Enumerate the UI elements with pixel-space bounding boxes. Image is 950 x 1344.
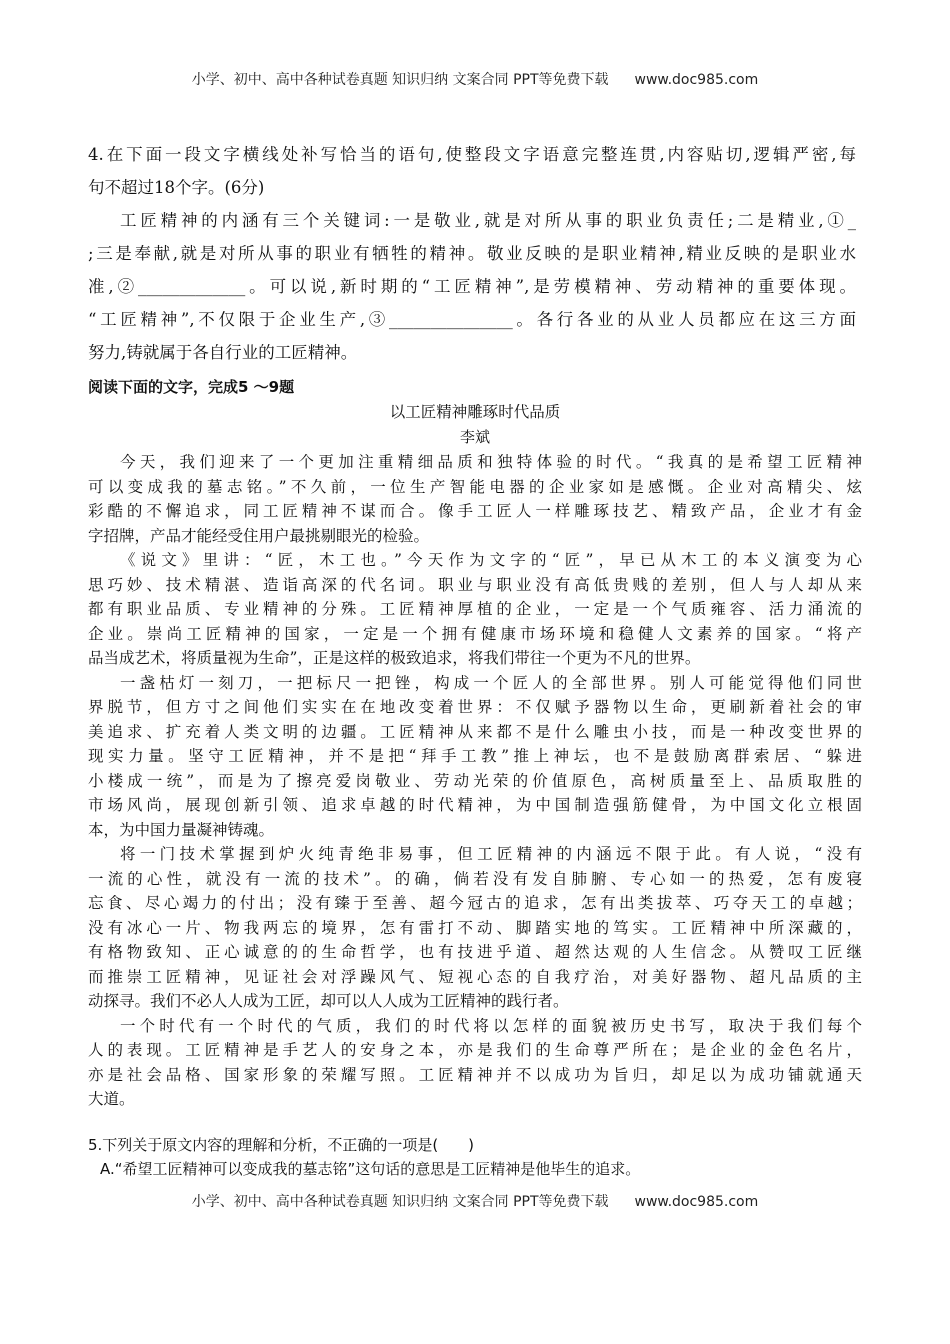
text-line: 本，为中国力量凝神铸魂。 <box>88 820 275 839</box>
text-line: 一盏枯灯一刻刀，一把标尺一把锉，构成一个匠人的全部世界。别人可能觉得他们同世 <box>120 673 862 692</box>
text-line: 有格物致知、正心诚意的的生命哲学，也有技进乎道、超然达观的人生信念。从赞叹工匠继 <box>88 943 862 961</box>
text-line: 现实力量。坚守工匠精神，并不是把“拜手工教”推上神坛，也不是鼓励离群索居、“躲进 <box>88 747 862 765</box>
text-line: ;三是奉献,就是对所从事的职业有牺牲的精神。敬业反映的是职业精神,精业反映的是职业水 <box>88 244 856 263</box>
text-line: 句不超过18个字。(6分) <box>88 178 265 197</box>
text-line: 界脱节，但方寸之间他们实实在在地改变着世界：不仅赋予器物以生命，更刷新着社会的审 <box>88 698 862 716</box>
text-line: 忘食、尽心竭力的付出；没有臻于至善、超今冠古的追求，怎有出类拔萃、巧夺天工的卓越； <box>88 894 862 912</box>
reading-instructions: 阅读下面的文字，完成5 ～9题 <box>88 378 295 396</box>
text-line: 一流的心性，就没有一流的技术”。的确，倘若没有发自肺腑、专心如一的热爱，怎有废寝 <box>88 869 862 888</box>
text-line: 美追求、扩充着人类文明的边疆。工匠精神从来都不是什么雕虫小技，而是一种改变世界的 <box>88 722 862 741</box>
text-line: 今天，我们迎来了一个更加注重精细品质和独特体验的时代。“我真的是希望工匠精神 <box>120 453 862 471</box>
text-line: 市场风尚，展现创新引领、追求卓越的时代精神，为中国制造强筋健骨，为中国文化立根固 <box>88 796 862 814</box>
footer-text: 小学、初中、高中各种试卷真题 知识归纳 文案合同 PPT等免费下载 <box>191 1194 609 1210</box>
question-5-stem: 5.下列关于原文内容的理解和分析，不正确的一项是( ) <box>88 1136 475 1154</box>
text-line: 品当成艺术，将质量视为生命”，正是这样的极致追求，将我们带往一个更为不凡的世界。 <box>88 649 701 667</box>
text-line: 字招牌，产品才能经受住用户最挑剔眼光的检验。 <box>88 526 430 545</box>
text-line: 亦是社会品格、国家形象的荣耀写照。工匠精神并不以成功为旨归，却足以为成功铺就通天 <box>88 1065 862 1084</box>
text-line: 而推崇工匠精神，见证社会对浮躁风气、短视心态的自我疗治，对美好器物、超凡品质的主 <box>88 967 862 986</box>
text-line: 小楼成一统”，而是为了擦亮爱岗敬业、劳动光荣的价值原色，高树质量至上、品质取胜的 <box>88 771 862 790</box>
text-line: 思巧妙、技术精湛、造诣高深的代名词。职业与职业没有高低贵贱的差别，但人与人却从来 <box>88 575 862 594</box>
article-title: 以工匠精神雕琢时代品质 <box>389 403 561 421</box>
footer-url[interactable]: www.doc985.com <box>634 1194 759 1210</box>
article-author: 李斌 <box>459 428 490 446</box>
text-line: 一个时代有一个时代的气质，我们的时代将以怎样的面貌被历史书写，取决于我们每个 <box>120 1016 862 1035</box>
text-line: 4.在下面一段文字横线处补写恰当的语句,使整段文字语意完整连贯,内容贴切,逻辑严密,每 <box>88 145 856 164</box>
text-line: “工匠精神”,不仅限于企业生产,③_______________。各行各业的从业人员都应在这三方面 <box>88 310 856 329</box>
text-line: 工匠精神的内涵有三个关键词:一是敬业,就是对所从事的职业负责任;二是精业,①_ <box>120 211 856 230</box>
question-4 <box>88 142 856 373</box>
text-line: 可以变成我的墓志铭。”不久前，一位生产智能电器的企业家如是感慨。企业对高精尖、炫 <box>88 477 862 496</box>
reading-passage <box>88 451 862 1113</box>
page-footer <box>0 1191 950 1211</box>
text-line: 都有职业品质、专业精神的分殊。工匠精神厚植的企业，一定是一个气质雍容、活力涌流的 <box>88 600 862 618</box>
text-line: 大道。 <box>88 1090 135 1108</box>
text-line: 企业。崇尚工匠精神的国家，一定是一个拥有健康市场环境和稳健人文素养的国家。“将产 <box>88 624 862 643</box>
question-5 <box>88 1134 640 1180</box>
text-line: 人的表现。工匠精神是手艺人的安身之本，亦是我们的生命尊严所在；是企业的金色名片， <box>88 1041 862 1059</box>
header-url[interactable]: www.doc985.com <box>634 72 759 88</box>
text-line: 彩酷的不懈追求，同工匠精神不谋而合。像手工匠人一样雕琢技艺、精致产品，企业才有金 <box>88 502 862 520</box>
text-line: 努力,铸就属于各自行业的工匠精神。 <box>88 343 358 362</box>
text-line: 准,②_____________。可以说,新时期的“工匠精神”,是劳模精神、劳动精神的重要体现。 <box>88 277 856 296</box>
text-line: 没有冰心一片、物我两忘的境界，怎有雷打不动、脚踏实地的笃实。工匠精神中所深藏的， <box>88 918 862 937</box>
question-5-option-a: A.“希望工匠精神可以变成我的墓志铭”这句话的意思是工匠精神是他毕生的追求。 <box>100 1160 641 1178</box>
text-line: 动探寻。我们不必人人成为工匠，却可以人人成为工匠精神的践行者。 <box>88 992 569 1010</box>
page-header <box>0 69 950 89</box>
text-line: 《说文》里讲：“匠，木工也。”今天作为文字的“匠”，早已从木工的本义演变为心 <box>120 551 862 569</box>
header-text: 小学、初中、高中各种试卷真题 知识归纳 文案合同 PPT等免费下载 <box>191 72 609 88</box>
text-line: 将一门技术掌握到炉火纯青绝非易事，但工匠精神的内涵远不限于此。有人说，“没有 <box>120 845 862 863</box>
